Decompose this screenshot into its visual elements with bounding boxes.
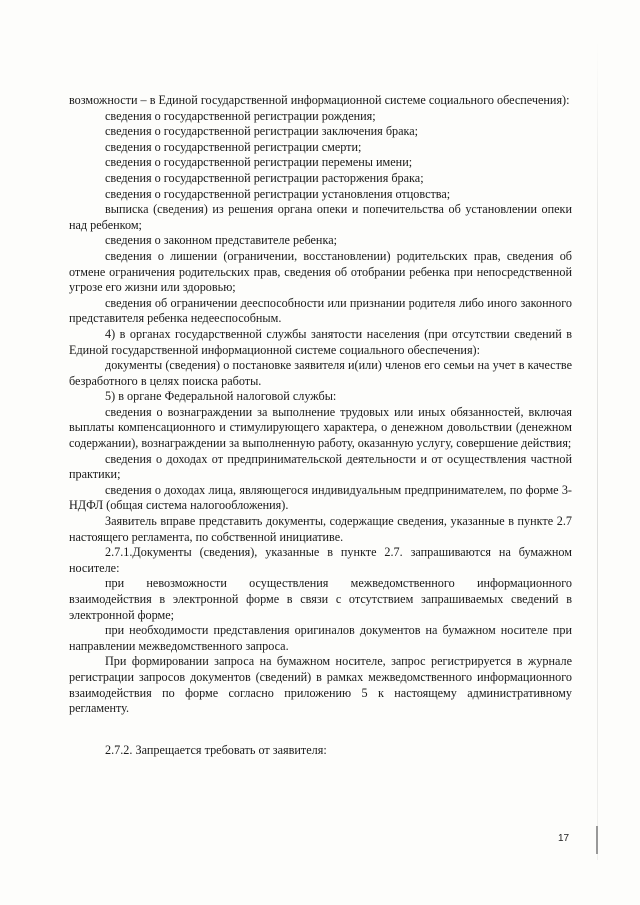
paragraph: возможности – в Единой государственной информационной системе социального обеспечения): bbox=[69, 93, 570, 107]
page-number: 17 bbox=[558, 833, 570, 844]
list-item: документы (сведения) о постановке заявителя и(или) членов его семьи на учет в качестве безработного в целях поиска работы. bbox=[69, 358, 572, 388]
section-item: 4) в органах государственной службы занятости населения (при отсутствии сведений в Единой государственной информационной системе социального обеспечения): bbox=[69, 326, 572, 357]
list-item: сведения о законном представителе ребенка; bbox=[105, 233, 337, 248]
scan-edge-mark bbox=[596, 826, 598, 854]
list-item: при необходимости представления оригиналов документов на бумажном носителе при направлении межведомственного запроса. bbox=[69, 623, 572, 653]
paragraph: При формировании запроса на бумажном носителе, запрос регистрируется в журнале регистрации запросов документов (сведений) в рамках межведомственного информационного взаимодействия по форме согласно приложению 5 к настоящему административному регламенту. bbox=[69, 654, 572, 716]
list-item: сведения о вознаграждении за выполнение трудовых или иных обязанностей, включая выплаты компенсационного и стимулирующего характера, о денежном довольствии (денежном содержании), вознаграждении за выполненную работу, оказанную услугу, совершение действия; bbox=[69, 404, 572, 451]
list-item: сведения о государственной регистрации расторжения брака; bbox=[105, 170, 424, 185]
list-item: сведения об ограничении дееспособности или признании родителя либо иного законного представителя ребенка недееспособным. bbox=[69, 295, 572, 326]
paragraph: Заявитель вправе представить документы, содержащие сведения, указанные в пункте 2.7 настоящего регламента, по собственной инициативе. bbox=[69, 514, 572, 544]
list-item: выписка (сведения) из решения органа опеки и попечительства об установлении опеки над ребенком; bbox=[69, 202, 572, 232]
clause-heading: 2.7.2. Запрещается требовать от заявителя: bbox=[105, 742, 327, 757]
list-item: сведения о доходах от предпринимательской деятельности и от осуществления частной практики; bbox=[69, 451, 572, 482]
list-item: при невозможности осуществления межведомственного информационного взаимодействия в электронной форме в связи с отсутствием запрашиваемых сведений в электронной форме; bbox=[69, 576, 572, 622]
list-item: сведения о доходах лица, являющегося индивидуальным предпринимателем, по форме 3-НДФЛ (общая система налогообложения). bbox=[69, 482, 572, 513]
document-body bbox=[69, 93, 572, 758]
list-item: сведения о государственной регистрации установления отцовства; bbox=[105, 186, 451, 201]
list-item: сведения о государственной регистрации рождения; bbox=[105, 108, 376, 123]
list-item: сведения о государственной регистрации смерти; bbox=[105, 139, 362, 154]
list-item: сведения о государственной регистрации перемены имени; bbox=[105, 155, 413, 170]
scan-edge-shadow bbox=[597, 40, 598, 860]
section-item: 5) в органе Федеральной налоговой службы: bbox=[105, 389, 337, 404]
list-item: сведения о государственной регистрации заключения брака; bbox=[105, 124, 419, 139]
clause-heading: 2.7.1.Документы (сведения), указанные в пункте 2.7. запрашиваются на бумажном носителе: bbox=[69, 545, 572, 575]
list-item: сведения о лишении (ограничении, восстановлении) родительских прав, сведения об отмене ограничения родительских прав, сведения об отобрании ребенка при непосредственной угрозе его жизни или здоровью; bbox=[69, 248, 572, 295]
